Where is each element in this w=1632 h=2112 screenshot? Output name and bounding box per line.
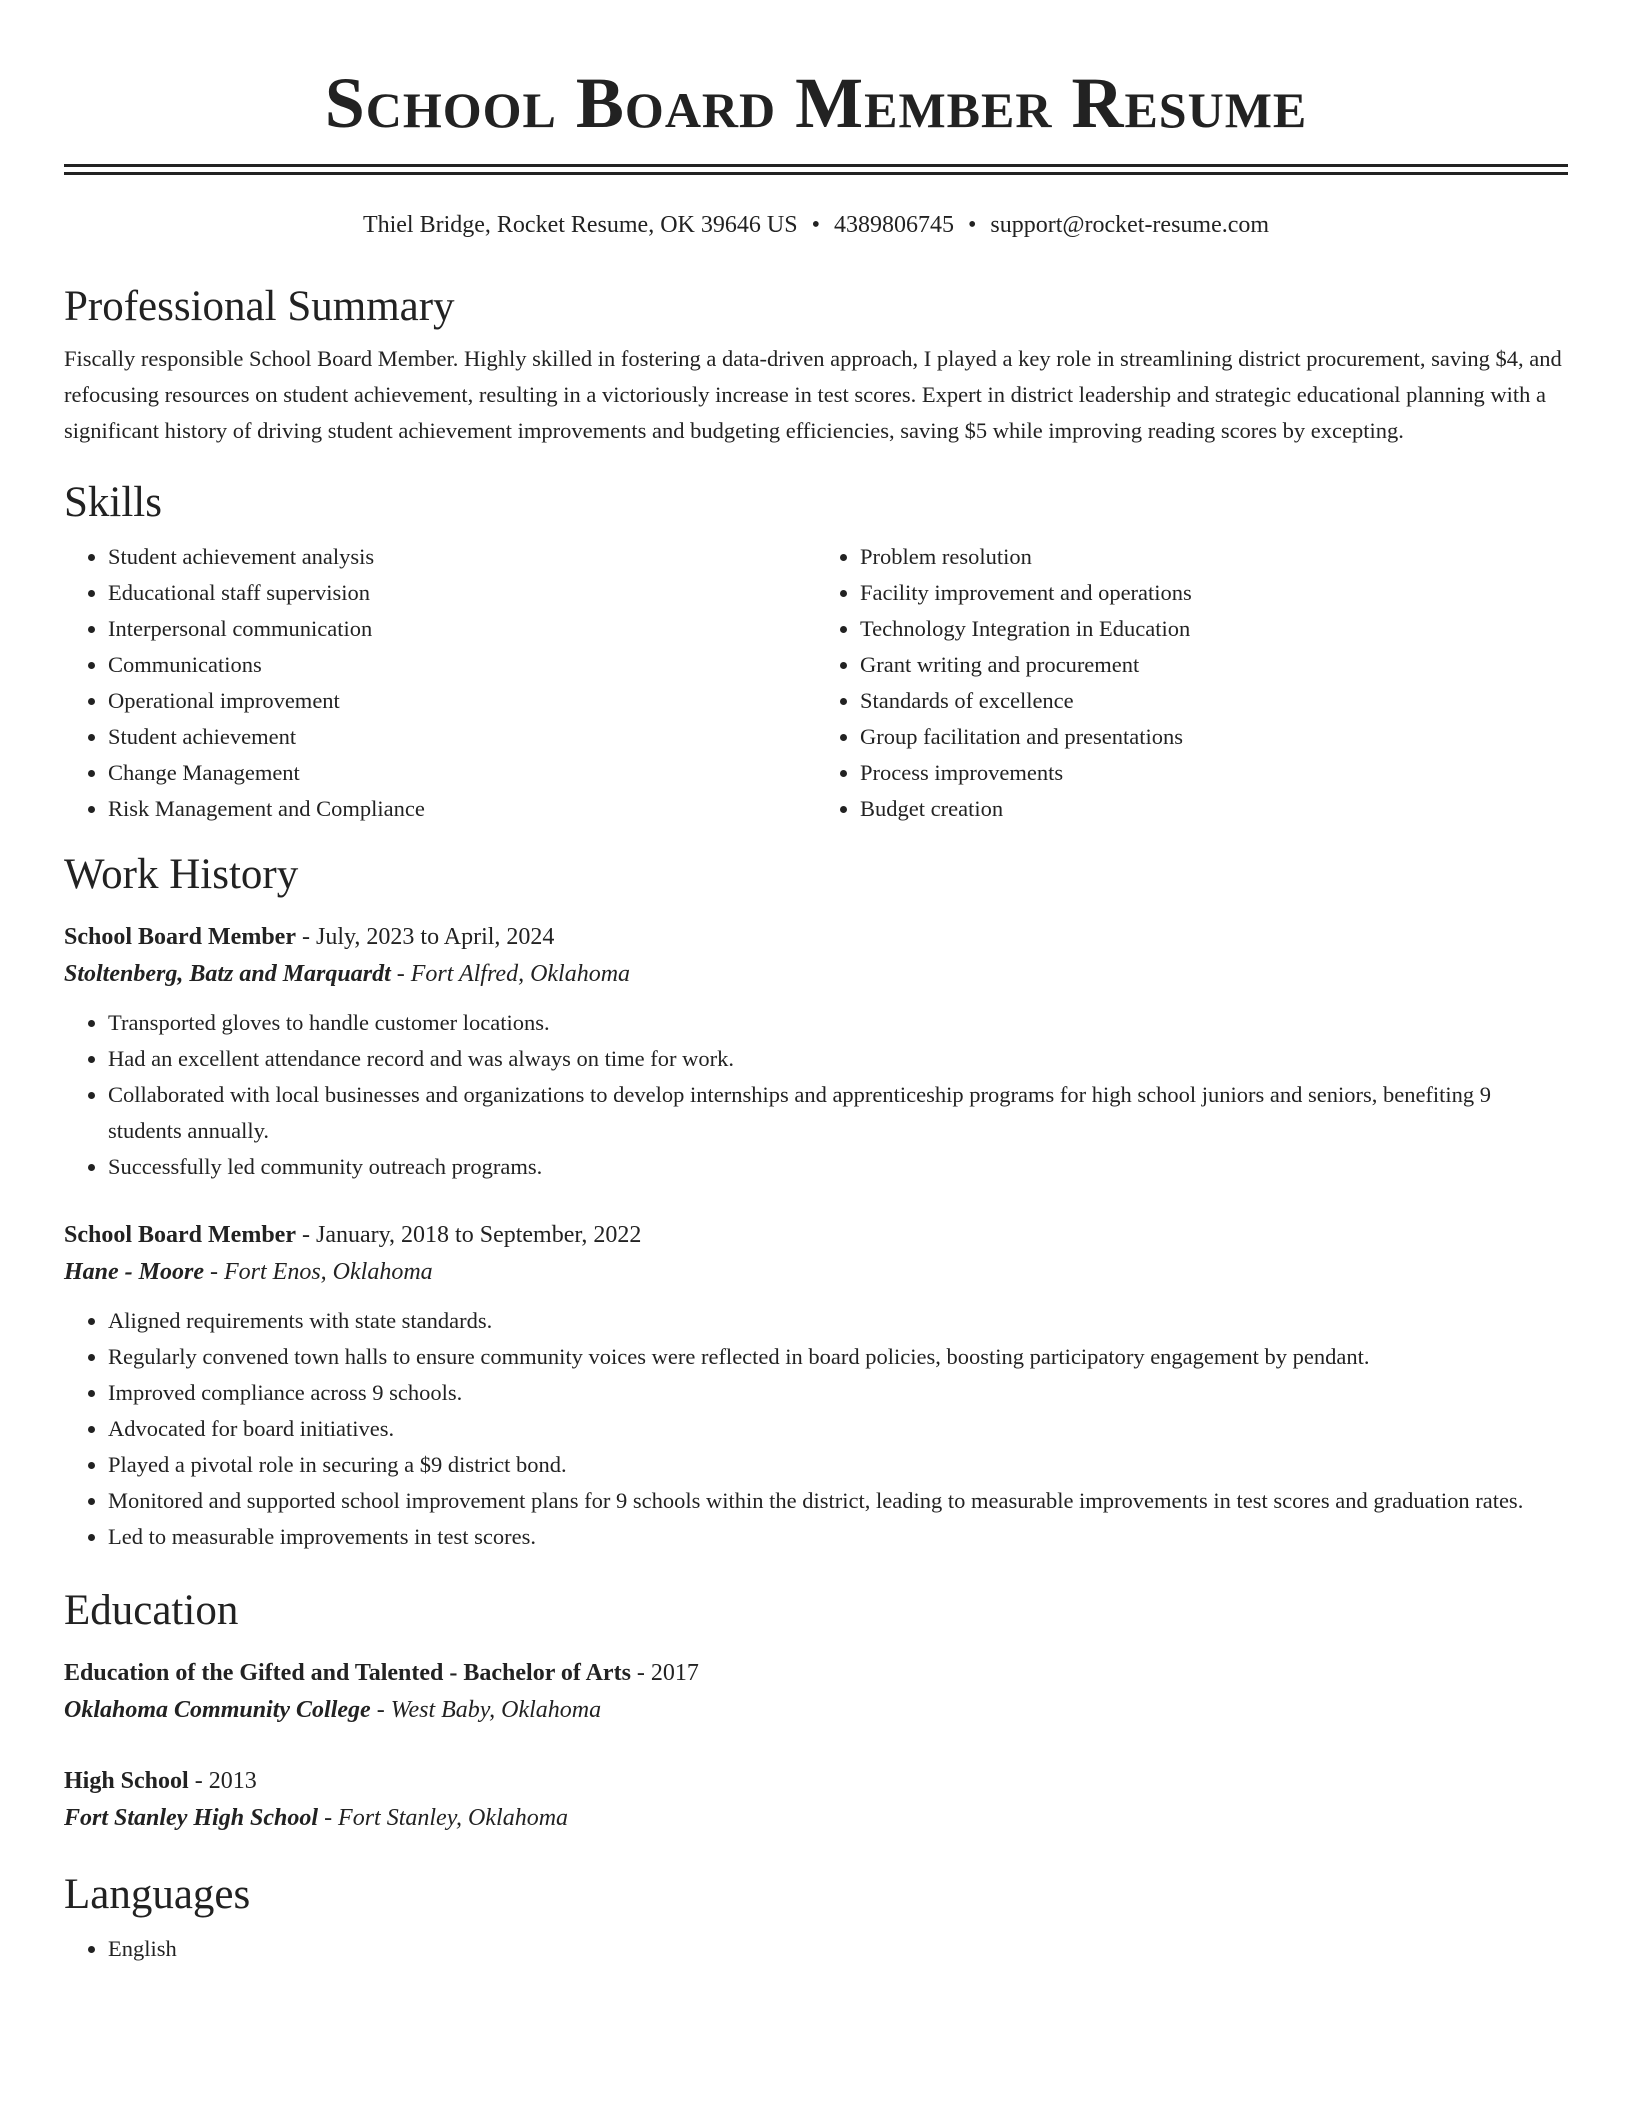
- languages-section: [64, 1867, 1568, 1967]
- education-degree-line: [64, 1763, 1568, 1799]
- job-bullet: • Aligned requirements with state standards.: [108, 1303, 1568, 1339]
- job-employer-line: [64, 1253, 1568, 1291]
- languages-list: [64, 1931, 1568, 1967]
- job-title: School Board Member: [64, 924, 296, 950]
- education-entry: [64, 1763, 1568, 1837]
- contact-separator: •: [811, 212, 820, 238]
- job-header: [64, 919, 1568, 955]
- job-bullet: • Improved compliance across 9 schools.: [108, 1375, 1568, 1411]
- skills-heading: Skills: [64, 479, 162, 526]
- job-bullets: [64, 1303, 1568, 1555]
- education-section: [64, 1583, 1568, 1837]
- job-employer: Hane - Moore: [64, 1259, 204, 1285]
- job-employer-line: [64, 955, 1568, 993]
- skills-right-list: [816, 539, 1568, 827]
- summary-section: [64, 279, 1568, 449]
- skill-item: • Grant writing and procurement: [860, 647, 1568, 683]
- contact-line: [64, 209, 1568, 241]
- skill-item: • Facility improvement and operations: [860, 575, 1568, 611]
- job-bullet: • Monitored and supported school improvement plans for 9 schools within the district, leading to measurable improvements in test scores and graduation rates.: [108, 1483, 1568, 1519]
- job-bullet: • Played a pivotal role in securing a $9 district bond.: [108, 1447, 1568, 1483]
- contact-separator: •: [967, 212, 977, 238]
- skill-item: • Standards of excellence: [860, 683, 1568, 719]
- work-history-section: [64, 847, 1568, 1555]
- job-bullet: • Regularly convened town halls to ensure community voices were reflected in board policies, boosting participatory engagement by pendant.: [108, 1339, 1568, 1375]
- skill-item: • Problem resolution: [860, 539, 1568, 575]
- skill-item: • Student achievement analysis: [108, 539, 816, 575]
- skills-left-list: [64, 539, 816, 827]
- job-bullet: • Led to measurable improvements in test scores.: [108, 1519, 1568, 1555]
- skill-item: • Risk Management and Compliance: [108, 791, 816, 827]
- contact-address: Thiel Bridge, Rocket Resume, OK 39646 US: [362, 212, 798, 238]
- job-location: - Fort Alfred, Oklahoma: [390, 961, 631, 987]
- education-school-line: [64, 1799, 1568, 1837]
- job-title: School Board Member: [64, 1222, 296, 1248]
- contact-phone: 4389806745: [833, 212, 954, 238]
- work-history-heading: Work History: [64, 851, 299, 898]
- education-location: - Fort Stanley, Oklahoma: [318, 1805, 569, 1831]
- job-bullet: • Transported gloves to handle customer locations.: [108, 1005, 1568, 1041]
- job-bullet: • Advocated for board initiatives.: [108, 1411, 1568, 1447]
- job-dates: - July, 2023 to April, 2024: [295, 924, 555, 950]
- education-year: - 2017: [630, 1660, 699, 1686]
- education-school: Fort Stanley High School: [64, 1805, 319, 1831]
- skills-section: [64, 475, 1568, 827]
- skill-item: • Group facilitation and presentations: [860, 719, 1568, 755]
- job-employer: Stoltenberg, Batz and Marquardt: [64, 961, 391, 987]
- education-degree: Education of the Gifted and Talented - Bachelor of Arts: [64, 1660, 631, 1686]
- summary-text: Fiscally responsible School Board Member. Highly skilled in fostering a data-driven approach, I played a key role in streamlining district procurement, saving $4, and refocusing resources on student achievement, resulting in a victoriously increase in test scores. Expert in district leadership and strategic educational planning with a significant history of driving student achievement improvements and budgeting efficiencies, saving $5 while improving reading scores by excepting.: [64, 346, 1562, 443]
- skill-item: • Technology Integration in Education: [860, 611, 1568, 647]
- job-dates: - January, 2018 to September, 2022: [295, 1222, 642, 1248]
- job-bullet: • Collaborated with local businesses and organizations to develop internships and apprenticeship programs for high school juniors and seniors, benefiting 9 students annually.: [108, 1077, 1568, 1149]
- skill-item: • Process improvements: [860, 755, 1568, 791]
- job-location: - Fort Enos, Oklahoma: [204, 1259, 433, 1285]
- education-degree: High School: [64, 1768, 189, 1794]
- resume-title: School Board Member Resume: [324, 63, 1308, 143]
- education-heading: Education: [64, 1587, 239, 1634]
- education-year: - 2013: [188, 1768, 257, 1794]
- education-school: Oklahoma Community College: [64, 1697, 371, 1723]
- education-degree-line: [64, 1655, 1568, 1691]
- job-entry: [64, 919, 1568, 1185]
- job-bullet: • Had an excellent attendance record and was always on time for work.: [108, 1041, 1568, 1077]
- skill-item: • Change Management: [108, 755, 816, 791]
- skill-item: • Interpersonal communication: [108, 611, 816, 647]
- skill-item: • Operational improvement: [108, 683, 816, 719]
- job-bullet: • Successfully led community outreach programs.: [108, 1149, 1568, 1185]
- education-location: - West Baby, Oklahoma: [370, 1697, 602, 1723]
- skill-item: • Educational staff supervision: [108, 575, 816, 611]
- job-header: [64, 1217, 1568, 1253]
- skill-item: • Communications: [108, 647, 816, 683]
- skill-item: • Student achievement: [108, 719, 816, 755]
- title-divider: [64, 164, 1568, 175]
- education-entry: [64, 1655, 1568, 1729]
- job-entry: [64, 1217, 1568, 1555]
- language-item: • English: [108, 1931, 1568, 1967]
- summary-heading: Professional Summary: [64, 283, 455, 330]
- job-bullets: [64, 1005, 1568, 1185]
- languages-heading: Languages: [64, 1871, 251, 1918]
- skills-columns: [64, 539, 1568, 827]
- contact-email: support@rocket-resume.com: [990, 212, 1270, 238]
- skill-item: • Budget creation: [860, 791, 1568, 827]
- education-school-line: [64, 1691, 1568, 1729]
